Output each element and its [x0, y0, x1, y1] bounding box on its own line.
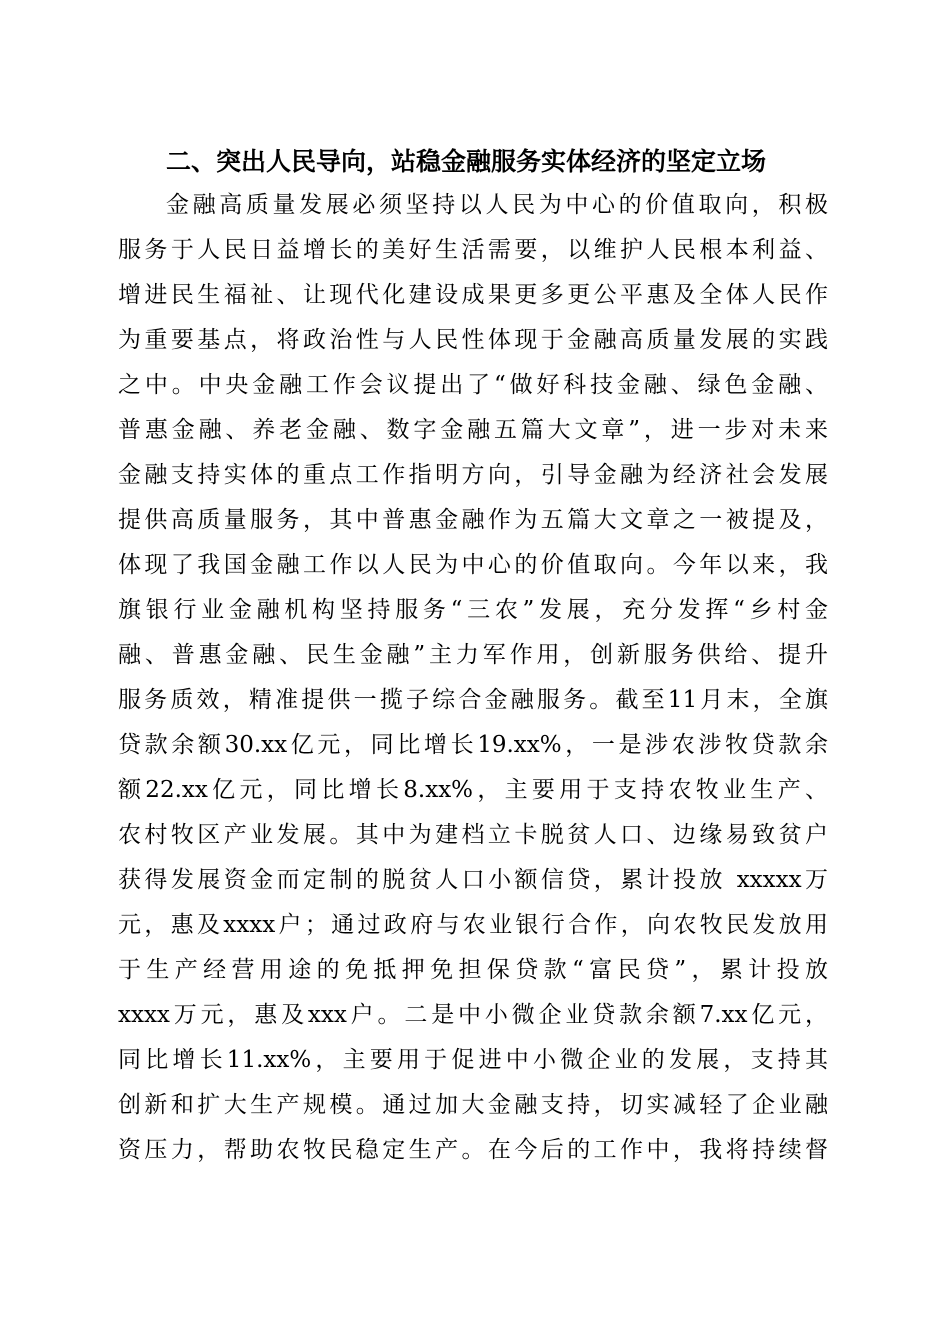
paragraph-line: 提供高质量服务，其中普惠金融作为五篇大文章之一被提及， [118, 507, 828, 533]
paragraph-line: 金融支持实体的重点工作指明方向，引导金融为经济社会发展 [118, 462, 828, 488]
body-paragraph [118, 183, 828, 1173]
paragraph-line: 旗银行业金融机构坚持服务“三农”发展，充分发挥“乡村金 [118, 597, 828, 623]
section-heading: 二、突出人民导向，站稳金融服务实体经济的坚定立场 [166, 147, 767, 176]
paragraph-line: 创新和扩大生产规模。通过加大金融支持，切实减轻了企业融 [118, 1092, 828, 1118]
paragraph-line: 服务于人民日益增长的美好生活需要，以维护人民根本利益、 [118, 237, 828, 263]
paragraph-line: 之中。中央金融工作会议提出了“做好科技金融、绿色金融、 [118, 372, 828, 398]
paragraph-line: 农村牧区产业发展。其中为建档立卡脱贫人口、边缘易致贫户 [118, 822, 828, 848]
paragraph-line: 融、普惠金融、民生金融”主力军作用，创新服务供给、提升 [118, 642, 828, 668]
paragraph-line: 额22.xx亿元，同比增长8.xx%，主要用于支持农牧业生产、 [118, 777, 828, 803]
paragraph-line: 为重要基点，将政治性与人民性体现于金融高质量发展的实践 [118, 327, 828, 353]
paragraph-line: 普惠金融、养老金融、数字金融五篇大文章”，进一步对未来 [118, 417, 828, 443]
paragraph-line: 服务质效，精准提供一揽子综合金融服务。截至11月末，全旗 [118, 687, 828, 713]
paragraph-line: 同比增长11.xx%，主要用于促进中小微企业的发展，支持其 [118, 1047, 828, 1073]
paragraph-line: xxxx万元，惠及xxx户。二是中小微企业贷款余额7.xx亿元， [118, 1002, 828, 1028]
paragraph-line: 金融高质量发展必须坚持以人民为中心的价值取向，积极 [166, 192, 828, 218]
paragraph-line: 增进民生福祉、让现代化建设成果更多更公平惠及全体人民作 [118, 282, 828, 308]
paragraph-line: 资压力，帮助农牧民稳定生产。在今后的工作中，我将持续督 [118, 1137, 828, 1163]
paragraph-line: 于生产经营用途的免抵押免担保贷款“富民贷”，累计投放 [118, 957, 828, 983]
paragraph-line: 元，惠及xxxx户；通过政府与农业银行合作，向农牧民发放用 [118, 912, 828, 938]
paragraph-line: 获得发展资金而定制的脱贫人口小额信贷，累计投放 xxxxx万 [118, 867, 828, 893]
paragraph-line: 体现了我国金融工作以人民为中心的价值取向。今年以来，我 [118, 552, 828, 578]
paragraph-line: 贷款余额30.xx亿元，同比增长19.xx%，一是涉农涉牧贷款余 [118, 732, 828, 758]
